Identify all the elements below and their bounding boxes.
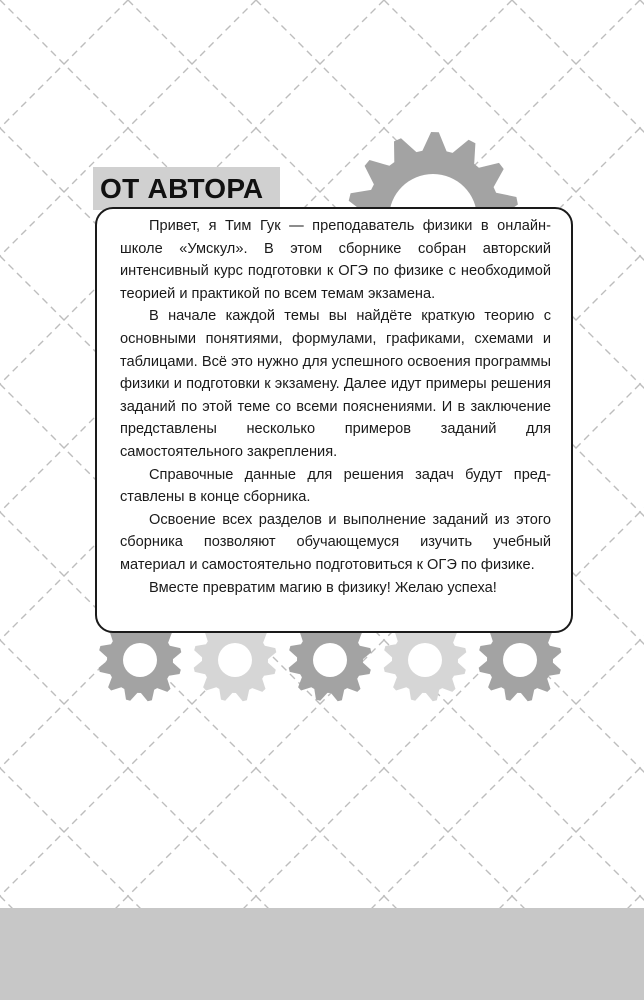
paragraph-mastery: Освоение всех разделов и выполнение заданий из этого сборника позволяют обучающемуся изучить учебный материал и самостоятельно подготовиться к ОГЭ по физике. [120, 511, 551, 573]
paragraph-intro: Привет, я Тим Гук — преподаватель физики в онлайншколе «Умскул». В этом сборнике собран авторский интенсивный курс подготовки к ОГЭ по физике с необходимой теорией и практикой по всем темам экзамена. [120, 218, 551, 302]
paragraph-reference: Справочные данные для решения задач будут представлены в конце сборника. [120, 466, 551, 506]
small-gear-hub [503, 643, 537, 677]
small-gear-hub [313, 643, 347, 677]
author-note-box [95, 207, 573, 633]
small-gear-hub [123, 643, 157, 677]
bottom-band [0, 908, 644, 1000]
small-gear-hub [218, 643, 252, 677]
small-gear-hub [408, 643, 442, 677]
paragraph-wish: Вместе превратим магию в физику! Желаю успеха! [149, 579, 497, 596]
section-title: ОТ АВТОРА [100, 173, 264, 204]
paragraph-structure: В начале каждой темы вы найдёте краткую теорию с основными понятиями, формулами, графиками, схемами и таблицами. Всё это нужно для успешного освоения программы физики и подготовки к экзамену. Далее идут примеры решения заданий по этой теме со всеми пояснениями. И в заключение представлены несколько примеров заданий для самостоятельного закрепления. [120, 308, 551, 460]
